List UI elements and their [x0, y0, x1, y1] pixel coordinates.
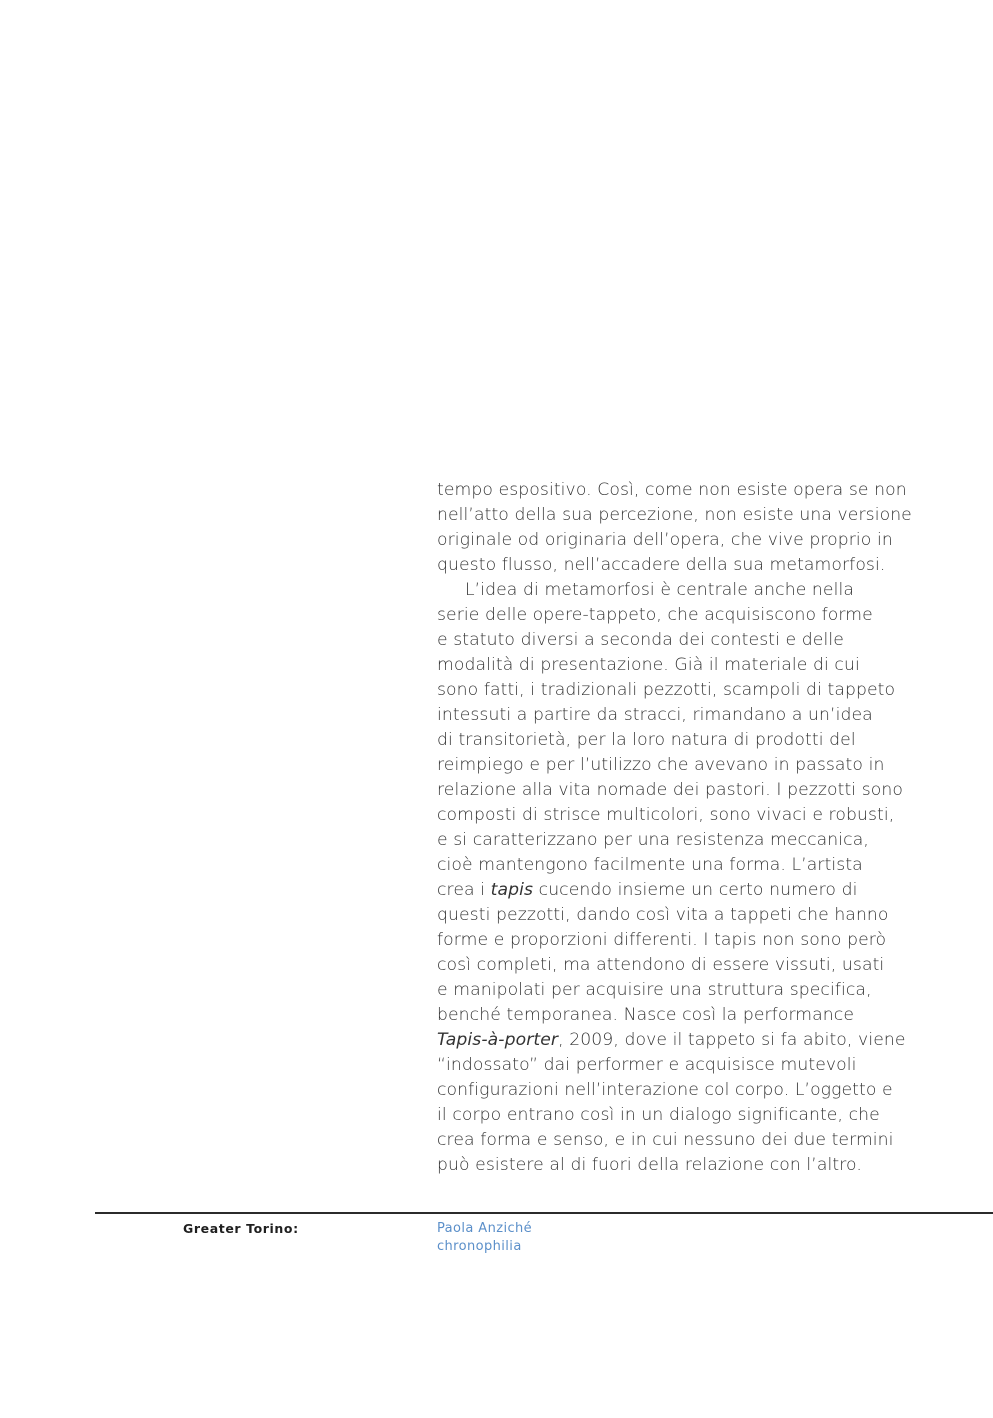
text-line: nell’atto della sua percezione, non esiste una versione [437, 505, 912, 525]
text-run: , 2009, dove il tappeto si fa abito, viene [558, 1030, 906, 1050]
footer-divider [95, 1212, 993, 1214]
footer-artist-name: Paola Anziché [437, 1221, 533, 1236]
text-line: reimpiego e per l’utilizzo che avevano in passato in [437, 755, 885, 775]
text-line: tempo espositivo. Così, come non esiste opera se non [437, 480, 907, 500]
text-line: e si caratterizzano per una resistenza meccanica, [437, 830, 869, 850]
text-line: così completi, ma attendono di essere vissuti, usati [437, 955, 885, 975]
text-run: cucendo insieme un certo numero di [533, 880, 858, 900]
text-line: il corpo entrano così in un dialogo significante, che [437, 1105, 880, 1125]
text-line: può esistere al di fuori della relazione con l’altro. [437, 1155, 862, 1175]
text-line: originale od originaria dell’opera, che vive proprio in [437, 530, 893, 550]
footer-work-title: chronophilia [437, 1239, 522, 1254]
text-line: forme e proporzioni differenti. I tapis non sono però [437, 930, 887, 950]
text-line: modalità di presentazione. Già il materiale di cui [437, 655, 860, 675]
text-line: crea forma e senso, e in cui nessuno dei due termini [437, 1130, 894, 1150]
italic-title-tapis-a-porter: Tapis-à-porter [437, 1030, 559, 1050]
text-line: “indossato” dai performer e acquisisce mutevoli [437, 1055, 857, 1075]
text-line [437, 1028, 982, 1053]
body-text [437, 478, 982, 1178]
text-run: crea i [437, 880, 491, 900]
text-line: cioè mantengono facilmente una forma. L’artista [437, 855, 863, 875]
text-line: e statuto diversi a seconda dei contesti e delle [437, 630, 844, 650]
text-line: intessuti a partire da stracci, rimandano a un’idea [437, 705, 873, 725]
text-line [437, 878, 982, 903]
paragraph-start-line: L’idea di metamorfosi è centrale anche nella [465, 580, 854, 600]
text-line: questi pezzotti, dando così vita a tappeti che hanno [437, 905, 889, 925]
text-line: benché temporanea. Nasce così la performance [437, 1005, 855, 1025]
text-line: e manipolati per acquisire una struttura specifica, [437, 980, 872, 1000]
text-line: sono fatti, i tradizionali pezzotti, scampoli di tappeto [437, 680, 896, 700]
text-line: relazione alla vita nomade dei pastori. I pezzotti sono [437, 780, 904, 800]
text-line: composti di strisce multicolori, sono vivaci e robusti, [437, 805, 895, 825]
italic-term-tapis: tapis [490, 880, 534, 900]
text-line: questo flusso, nell’accadere della sua metamorfosi. [437, 555, 886, 575]
text-line: configurazioni nell’interazione col corpo. L’oggetto e [437, 1080, 893, 1100]
footer-running-title [437, 1220, 532, 1256]
text-line: serie delle opere-tappeto, che acquisiscono forme [437, 605, 873, 625]
footer-section-label: Greater Torino: [183, 1221, 299, 1236]
text-line: di transitorietà, per la loro natura di prodotti del [437, 730, 856, 750]
